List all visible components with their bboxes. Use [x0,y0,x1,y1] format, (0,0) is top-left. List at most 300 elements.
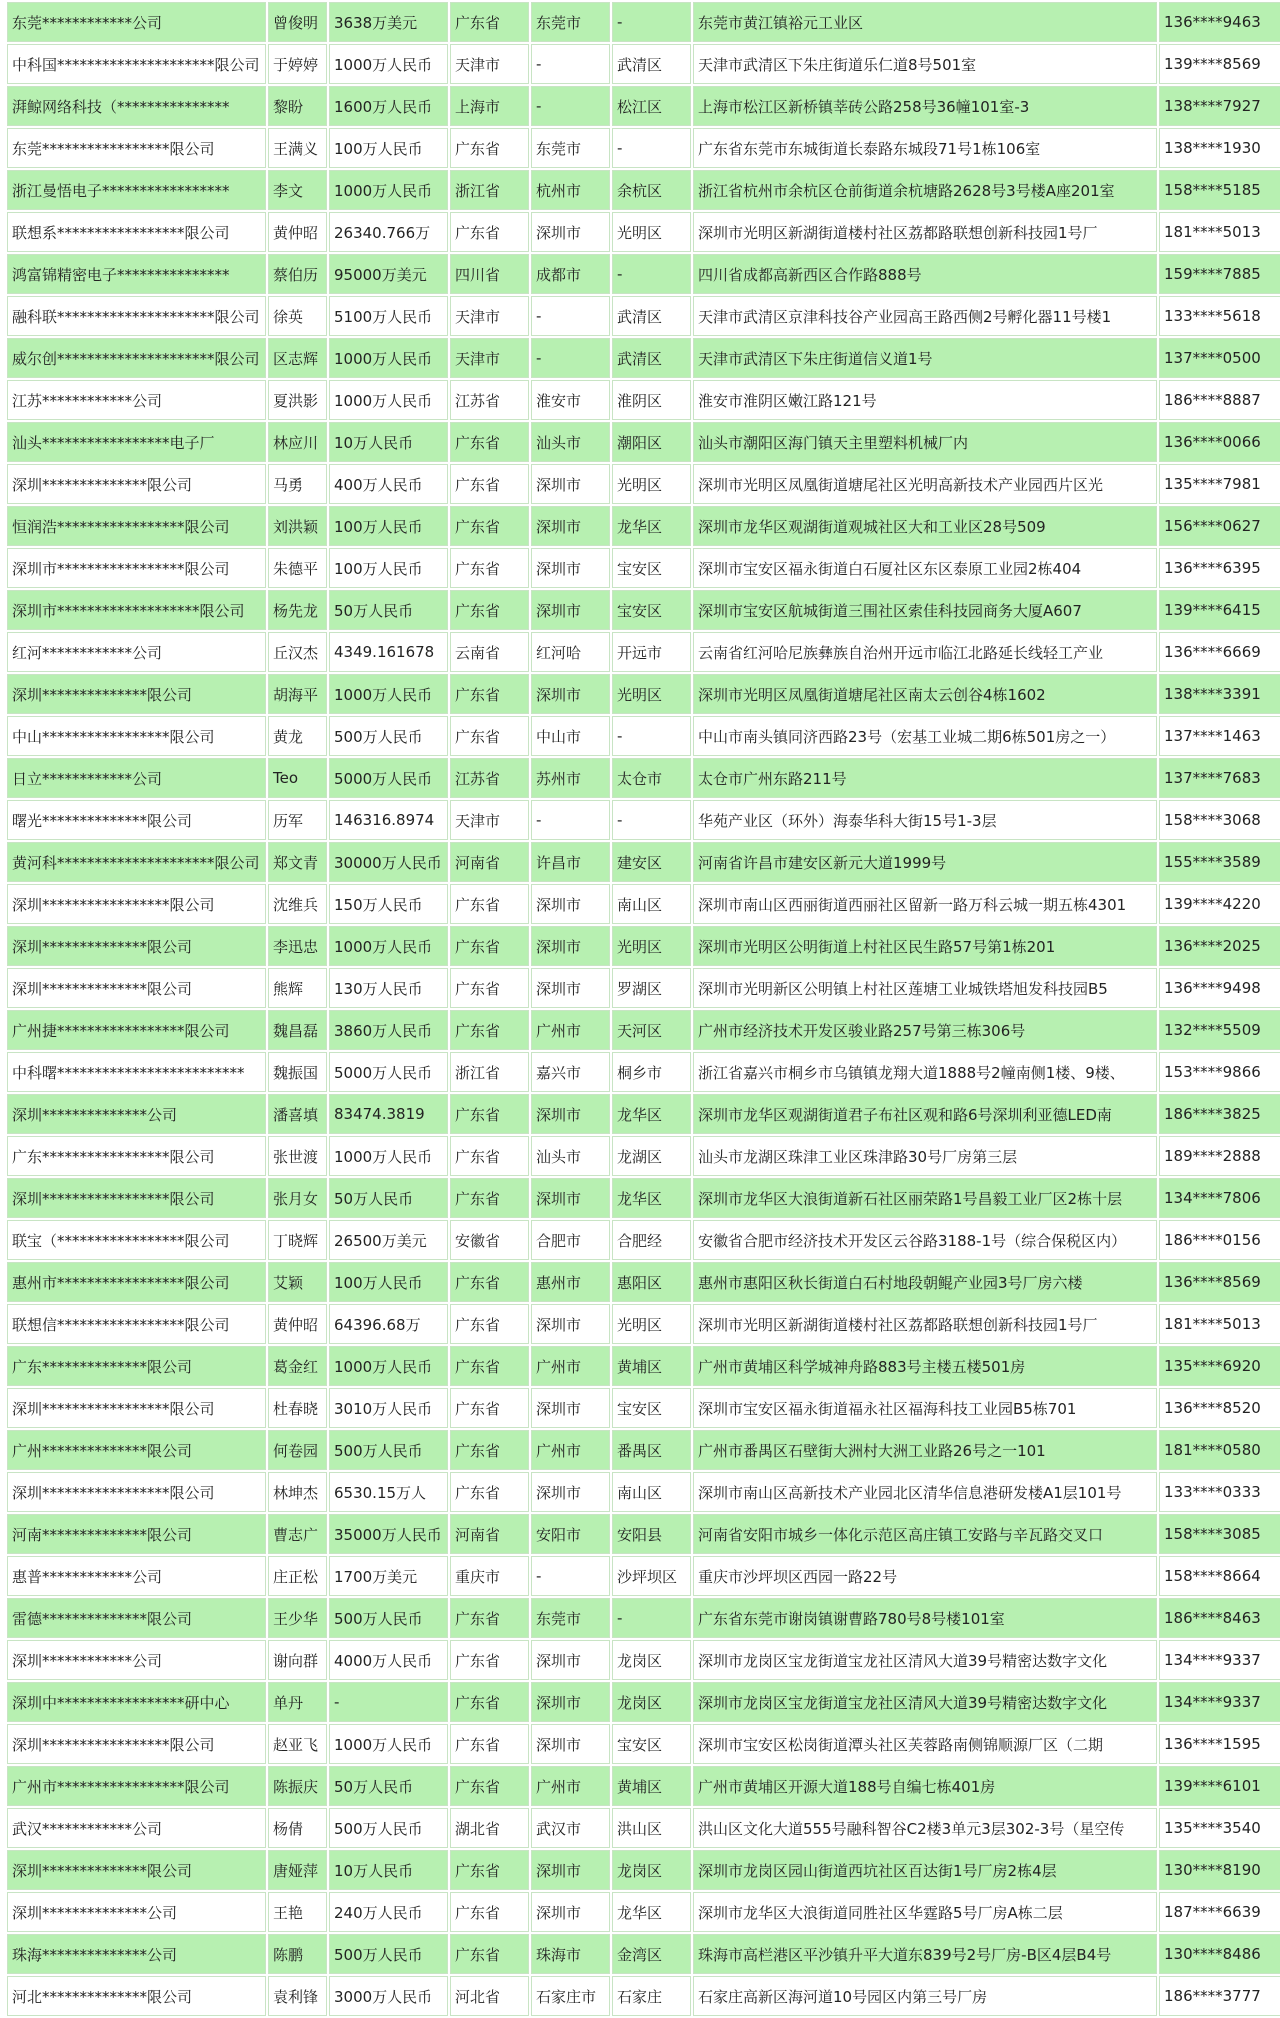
city-cell: 成都市 [531,254,610,294]
registered-capital-cell: 6530.15万人 [329,1472,448,1512]
legal-person-cell: 王少华 [268,1598,327,1638]
registered-capital-cell: 4000万人民币 [329,1640,448,1680]
legal-person-cell: 王满义 [268,128,327,168]
district-cell: - [612,716,691,756]
phone-cell: 136****8520 [1159,1388,1280,1428]
city-cell: 深圳市 [531,1178,610,1218]
table-row [7,506,1280,546]
phone-cell: 133****0333 [1159,1472,1280,1512]
city-cell: 广州市 [531,1430,610,1470]
address-cell: 广州市番禺区石壁街大洲村大洲工业路26号之一101 [693,1430,1157,1470]
district-cell: 宝安区 [612,590,691,630]
company-name-cell: 惠州市*****************限公司 [7,1262,266,1302]
city-cell: 珠海市 [531,1934,610,1974]
city-cell: - [531,44,610,84]
province-cell: 河北省 [450,1976,529,2016]
legal-person-cell: 朱德平 [268,548,327,588]
phone-cell: 135****7981 [1159,464,1280,504]
province-cell: 广东省 [450,1430,529,1470]
province-cell: 广东省 [450,2,529,42]
legal-person-cell: 袁利锋 [268,1976,327,2016]
address-cell: 深圳市光明区凤凰街道塘尾社区光明高新技术产业园西片区光 [693,464,1157,504]
phone-cell: 186****3825 [1159,1094,1280,1134]
city-cell: 深圳市 [531,884,610,924]
district-cell: 惠阳区 [612,1262,691,1302]
registered-capital-cell: 240万人民币 [329,1892,448,1932]
registered-capital-cell: 10万人民币 [329,422,448,462]
phone-cell: 137****7683 [1159,758,1280,798]
table-row [7,674,1280,714]
table-row [7,1682,1280,1722]
company-name-cell: 惠普************公司 [7,1556,266,1596]
address-cell: 深圳市光明区新湖街道楼村社区荔都路联想创新科技园1号厂 [693,1304,1157,1344]
phone-cell: 155****3589 [1159,842,1280,882]
company-name-cell: 广州捷*****************限公司 [7,1010,266,1050]
district-cell: 光明区 [612,1304,691,1344]
district-cell: 黄埔区 [612,1766,691,1806]
phone-cell: 186****8887 [1159,380,1280,420]
city-cell: 东莞市 [531,1598,610,1638]
address-cell: 云南省红河哈尼族彝族自治州开远市临江北路延长线轻工产业 [693,632,1157,672]
district-cell: 宝安区 [612,1724,691,1764]
city-cell: 深圳市 [531,1304,610,1344]
table-row [7,44,1280,84]
phone-cell: 130****8190 [1159,1850,1280,1890]
legal-person-cell: 陈鹏 [268,1934,327,1974]
registered-capital-cell: 146316.8974 [329,800,448,840]
company-name-cell: 珠海**************公司 [7,1934,266,1974]
registered-capital-cell: 500万人民币 [329,1808,448,1848]
city-cell: 广州市 [531,1010,610,1050]
district-cell: 龙华区 [612,1094,691,1134]
legal-person-cell: 刘洪颖 [268,506,327,546]
address-cell: 汕头市潮阳区海门镇天主里塑料机械厂内 [693,422,1157,462]
registered-capital-cell: 26340.766万 [329,212,448,252]
phone-cell: 158****5185 [1159,170,1280,210]
company-name-cell: 深圳**************限公司 [7,464,266,504]
company-name-cell: 深圳*****************限公司 [7,884,266,924]
city-cell: 深圳市 [531,1892,610,1932]
registered-capital-cell: 50万人民币 [329,590,448,630]
district-cell: 龙华区 [612,1892,691,1932]
legal-person-cell: 蔡伯历 [268,254,327,294]
district-cell: 金湾区 [612,1934,691,1974]
phone-cell: 186****3777 [1159,1976,1280,2016]
table-row [7,1556,1280,1596]
city-cell: 淮安市 [531,380,610,420]
table-row [7,380,1280,420]
city-cell: 深圳市 [531,548,610,588]
table-row [7,2,1280,42]
district-cell: 武清区 [612,296,691,336]
phone-cell: 186****0156 [1159,1220,1280,1260]
phone-cell: 158****3068 [1159,800,1280,840]
phone-cell: 130****8486 [1159,1934,1280,1974]
table-row [7,338,1280,378]
address-cell: 广州市黄埔区科学城神舟路883号主楼五楼501房 [693,1346,1157,1386]
city-cell: - [531,800,610,840]
table-body [7,2,1280,2016]
registered-capital-cell: 1000万人民币 [329,338,448,378]
phone-cell: 138****3391 [1159,674,1280,714]
district-cell: 建安区 [612,842,691,882]
company-name-cell: 联宝（*****************限公司 [7,1220,266,1260]
province-cell: 广东省 [450,1388,529,1428]
company-name-cell: 河南**************限公司 [7,1514,266,1554]
district-cell: 南山区 [612,884,691,924]
company-name-cell: 深圳**************限公司 [7,968,266,1008]
table-row [7,1010,1280,1050]
province-cell: 安徽省 [450,1220,529,1260]
province-cell: 上海市 [450,86,529,126]
address-cell: 深圳市龙岗区园山街道西坑社区百达街1号厂房2栋4层 [693,1850,1157,1890]
address-cell: 中山市南头镇同济西路23号（宏基工业城二期6栋501房之一） [693,716,1157,756]
phone-cell: 136****8569 [1159,1262,1280,1302]
district-cell: 龙岗区 [612,1850,691,1890]
city-cell: - [531,86,610,126]
address-cell: 洪山区文化大道555号融科智谷C2楼3单元3层302-3号（星空传 [693,1808,1157,1848]
city-cell: 深圳市 [531,926,610,966]
district-cell: 桐乡市 [612,1052,691,1092]
registered-capital-cell: 1000万人民币 [329,1136,448,1176]
city-cell: 合肥市 [531,1220,610,1260]
table-row [7,1178,1280,1218]
address-cell: 广州市黄埔区开源大道188号自编七栋401房 [693,1766,1157,1806]
province-cell: 广东省 [450,1598,529,1638]
registered-capital-cell: 1600万人民币 [329,86,448,126]
province-cell: 广东省 [450,1094,529,1134]
address-cell: 四川省成都高新西区合作路888号 [693,254,1157,294]
province-cell: 重庆市 [450,1556,529,1596]
legal-person-cell: Teo [268,758,327,798]
district-cell: 南山区 [612,1472,691,1512]
table-row [7,1934,1280,1974]
legal-person-cell: 李迅忠 [268,926,327,966]
legal-person-cell: 林应川 [268,422,327,462]
registered-capital-cell: 5000万人民币 [329,1052,448,1092]
address-cell: 深圳市龙华区观湖街道观城社区大和工业区28号509 [693,506,1157,546]
address-cell: 广州市经济技术开发区骏业路257号第三栋306号 [693,1010,1157,1050]
table-row [7,1598,1280,1638]
city-cell: 汕头市 [531,1136,610,1176]
phone-cell: 159****7885 [1159,254,1280,294]
district-cell: 光明区 [612,926,691,966]
city-cell: 深圳市 [531,1682,610,1722]
legal-person-cell: 历军 [268,800,327,840]
table-row [7,1346,1280,1386]
province-cell: 天津市 [450,44,529,84]
province-cell: 天津市 [450,800,529,840]
table-row [7,1220,1280,1260]
province-cell: 广东省 [450,1934,529,1974]
district-cell: 淮阴区 [612,380,691,420]
table-row [7,1640,1280,1680]
company-name-cell: 深圳**************公司 [7,1094,266,1134]
registered-capital-cell: 500万人民币 [329,716,448,756]
table-row [7,1850,1280,1890]
company-name-cell: 广东**************限公司 [7,1346,266,1386]
table-row [7,1262,1280,1302]
registered-capital-cell: 83474.3819 [329,1094,448,1134]
address-cell: 太仓市广州东路211号 [693,758,1157,798]
address-cell: 广东省东莞市东城街道长泰路东城段71号1栋106室 [693,128,1157,168]
province-cell: 广东省 [450,1472,529,1512]
registered-capital-cell: 100万人民币 [329,506,448,546]
company-name-cell: 江苏************公司 [7,380,266,420]
company-name-cell: 深圳市*******************限公司 [7,590,266,630]
registered-capital-cell: 50万人民币 [329,1178,448,1218]
legal-person-cell: 马勇 [268,464,327,504]
registered-capital-cell: - [329,1682,448,1722]
legal-person-cell: 熊辉 [268,968,327,1008]
address-cell: 天津市武清区下朱庄街道信义道1号 [693,338,1157,378]
legal-person-cell: 黄仲昭 [268,212,327,252]
city-cell: 深圳市 [531,1640,610,1680]
company-name-cell: 中科国*********************限公司 [7,44,266,84]
province-cell: 广东省 [450,1766,529,1806]
province-cell: 天津市 [450,296,529,336]
registered-capital-cell: 1000万人民币 [329,44,448,84]
district-cell: 黄埔区 [612,1346,691,1386]
company-name-cell: 日立************公司 [7,758,266,798]
registered-capital-cell: 1000万人民币 [329,380,448,420]
district-cell: 沙坪坝区 [612,1556,691,1596]
address-cell: 天津市武清区京津科技谷产业园高王路西侧2号孵化器11号楼1 [693,296,1157,336]
phone-cell: 139****8569 [1159,44,1280,84]
legal-person-cell: 艾颖 [268,1262,327,1302]
registered-capital-cell: 400万人民币 [329,464,448,504]
city-cell: 深圳市 [531,590,610,630]
table-row [7,1472,1280,1512]
province-cell: 江苏省 [450,758,529,798]
address-cell: 珠海市高栏港区平沙镇升平大道东839号2号厂房-B区4层B4号 [693,1934,1157,1974]
company-name-cell: 深圳**************限公司 [7,926,266,966]
city-cell: 深圳市 [531,1850,610,1890]
legal-person-cell: 李文 [268,170,327,210]
city-cell: 石家庄市 [531,1976,610,2016]
legal-person-cell: 杨倩 [268,1808,327,1848]
company-name-cell: 雷德**************限公司 [7,1598,266,1638]
company-name-cell: 黄河科*********************限公司 [7,842,266,882]
city-cell: 深圳市 [531,212,610,252]
district-cell: 余杭区 [612,170,691,210]
province-cell: 广东省 [450,1892,529,1932]
city-cell: 中山市 [531,716,610,756]
registered-capital-cell: 1000万人民币 [329,674,448,714]
company-name-cell: 融科联*********************限公司 [7,296,266,336]
phone-cell: 139****6415 [1159,590,1280,630]
district-cell: 武清区 [612,338,691,378]
province-cell: 广东省 [450,1724,529,1764]
legal-person-cell: 葛金红 [268,1346,327,1386]
registered-capital-cell: 100万人民币 [329,128,448,168]
district-cell: 龙华区 [612,506,691,546]
district-cell: 天河区 [612,1010,691,1050]
city-cell: - [531,296,610,336]
company-name-cell: 深圳**************限公司 [7,674,266,714]
district-cell: 宝安区 [612,1388,691,1428]
district-cell: 罗湖区 [612,968,691,1008]
company-name-cell: 深圳*****************限公司 [7,1472,266,1512]
address-cell: 深圳市光明新区公明镇上村社区莲塘工业城铁塔旭发科技园B5 [693,968,1157,1008]
phone-cell: 134****9337 [1159,1640,1280,1680]
table-row [7,968,1280,1008]
city-cell: - [531,1556,610,1596]
phone-cell: 136****0066 [1159,422,1280,462]
city-cell: 武汉市 [531,1808,610,1848]
province-cell: 湖北省 [450,1808,529,1848]
phone-cell: 137****1463 [1159,716,1280,756]
table-row [7,1514,1280,1554]
registered-capital-cell: 1700万美元 [329,1556,448,1596]
legal-person-cell: 丁晓辉 [268,1220,327,1260]
city-cell: 深圳市 [531,968,610,1008]
registered-capital-cell: 3638万美元 [329,2,448,42]
city-cell: 嘉兴市 [531,1052,610,1092]
phone-cell: 136****9463 [1159,2,1280,42]
province-cell: 广东省 [450,212,529,252]
district-cell: 龙华区 [612,1178,691,1218]
address-cell: 深圳市光明区新湖街道楼村社区荔都路联想创新科技园1号厂 [693,212,1157,252]
company-name-cell: 广东*****************限公司 [7,1136,266,1176]
legal-person-cell: 张世渡 [268,1136,327,1176]
district-cell: 武清区 [612,44,691,84]
registered-capital-cell: 5100万人民币 [329,296,448,336]
phone-cell: 138****7927 [1159,86,1280,126]
phone-cell: 136****6669 [1159,632,1280,672]
registered-capital-cell: 1000万人民币 [329,1346,448,1386]
address-cell: 深圳市宝安区松岗街道潭头社区芙蓉路南侧锦顺源厂区（二期 [693,1724,1157,1764]
phone-cell: 138****1930 [1159,128,1280,168]
registered-capital-cell: 5000万人民币 [329,758,448,798]
legal-person-cell: 魏昌磊 [268,1010,327,1050]
company-name-cell: 东莞*****************限公司 [7,128,266,168]
address-cell: 石家庄高新区海河道10号园区内第三号厂房 [693,1976,1157,2016]
company-name-cell: 深圳*****************限公司 [7,1724,266,1764]
province-cell: 广东省 [450,548,529,588]
company-name-cell: 武汉************公司 [7,1808,266,1848]
province-cell: 广东省 [450,1136,529,1176]
registered-capital-cell: 4349.161678 [329,632,448,672]
province-cell: 广东省 [450,590,529,630]
phone-cell: 134****7806 [1159,1178,1280,1218]
province-cell: 四川省 [450,254,529,294]
registered-capital-cell: 10万人民币 [329,1850,448,1890]
phone-cell: 139****6101 [1159,1766,1280,1806]
phone-cell: 181****0580 [1159,1430,1280,1470]
address-cell: 深圳市光明区公明街道上村社区民生路57号第1栋201 [693,926,1157,966]
company-name-cell: 中山*****************限公司 [7,716,266,756]
address-cell: 深圳市宝安区航城街道三围社区索佳科技园商务大厦A607 [693,590,1157,630]
address-cell: 东莞市黄江镇裕元工业区 [693,2,1157,42]
city-cell: 许昌市 [531,842,610,882]
province-cell: 广东省 [450,926,529,966]
table-row [7,1430,1280,1470]
address-cell: 重庆市沙坪坝区西园一路22号 [693,1556,1157,1596]
address-cell: 深圳市南山区高新技术产业园北区清华信息港研发楼A1层101号 [693,1472,1157,1512]
phone-cell: 158****8664 [1159,1556,1280,1596]
table-row [7,800,1280,840]
registered-capital-cell: 150万人民币 [329,884,448,924]
legal-person-cell: 魏振国 [268,1052,327,1092]
province-cell: 浙江省 [450,1052,529,1092]
phone-cell: 189****2888 [1159,1136,1280,1176]
province-cell: 江苏省 [450,380,529,420]
province-cell: 广东省 [450,716,529,756]
company-name-cell: 深圳**************限公司 [7,1850,266,1890]
legal-person-cell: 林坤杰 [268,1472,327,1512]
address-cell: 华苑产业区（环外）海泰华科大街15号1-3层 [693,800,1157,840]
phone-cell: 136****2025 [1159,926,1280,966]
city-cell: 惠州市 [531,1262,610,1302]
table-row [7,422,1280,462]
province-cell: 河南省 [450,842,529,882]
legal-person-cell: 杜春晓 [268,1388,327,1428]
company-name-cell: 中科曙************************* [7,1052,266,1092]
legal-person-cell: 王艳 [268,1892,327,1932]
table-row [7,1766,1280,1806]
district-cell: 光明区 [612,212,691,252]
table-row [7,632,1280,672]
address-cell: 深圳市龙华区大浪街道新石社区丽荣路1号昌毅工业厂区2栋十层 [693,1178,1157,1218]
legal-person-cell: 曾俊明 [268,2,327,42]
province-cell: 广东省 [450,1640,529,1680]
legal-person-cell: 胡海平 [268,674,327,714]
registered-capital-cell: 30000万人民币 [329,842,448,882]
legal-person-cell: 沈维兵 [268,884,327,924]
table-row [7,758,1280,798]
city-cell: 深圳市 [531,506,610,546]
address-cell: 浙江省嘉兴市桐乡市乌镇镇龙翔大道1888号2幢南侧1楼、9楼、 [693,1052,1157,1092]
province-cell: 广东省 [450,1682,529,1722]
phone-cell: 181****5013 [1159,1304,1280,1344]
company-name-cell: 曙光**************限公司 [7,800,266,840]
table-row [7,1892,1280,1932]
company-name-cell: 广州**************限公司 [7,1430,266,1470]
table-row [7,1094,1280,1134]
phone-cell: 133****5618 [1159,296,1280,336]
district-cell: 合肥经 [612,1220,691,1260]
address-cell: 淮安市淮阴区嫩江路121号 [693,380,1157,420]
city-cell: 深圳市 [531,1094,610,1134]
company-name-cell: 河北**************限公司 [7,1976,266,2016]
district-cell: 洪山区 [612,1808,691,1848]
address-cell: 深圳市龙华区观湖街道君子布社区观和路6号深圳利亚德LED南 [693,1094,1157,1134]
phone-cell: 139****4220 [1159,884,1280,924]
legal-person-cell: 于婷婷 [268,44,327,84]
legal-person-cell: 单丹 [268,1682,327,1722]
legal-person-cell: 区志辉 [268,338,327,378]
registered-capital-cell: 64396.68万 [329,1304,448,1344]
table-row [7,1052,1280,1092]
company-name-cell: 联想系*****************限公司 [7,212,266,252]
address-cell: 浙江省杭州市余杭区仓前街道余杭塘路2628号3号楼A座201室 [693,170,1157,210]
address-cell: 深圳市龙岗区宝龙街道宝龙社区清风大道39号精密达数字文化 [693,1682,1157,1722]
company-name-cell: 恒润浩*****************限公司 [7,506,266,546]
province-cell: 河南省 [450,1514,529,1554]
district-cell: 龙岗区 [612,1640,691,1680]
district-cell: 安阳县 [612,1514,691,1554]
table-row [7,926,1280,966]
phone-cell: 136****9498 [1159,968,1280,1008]
district-cell: 龙岗区 [612,1682,691,1722]
city-cell: 深圳市 [531,464,610,504]
province-cell: 广东省 [450,1178,529,1218]
city-cell: 广州市 [531,1766,610,1806]
phone-cell: 136****1595 [1159,1724,1280,1764]
province-cell: 浙江省 [450,170,529,210]
address-cell: 深圳市龙岗区宝龙街道宝龙社区清风大道39号精密达数字文化 [693,1640,1157,1680]
